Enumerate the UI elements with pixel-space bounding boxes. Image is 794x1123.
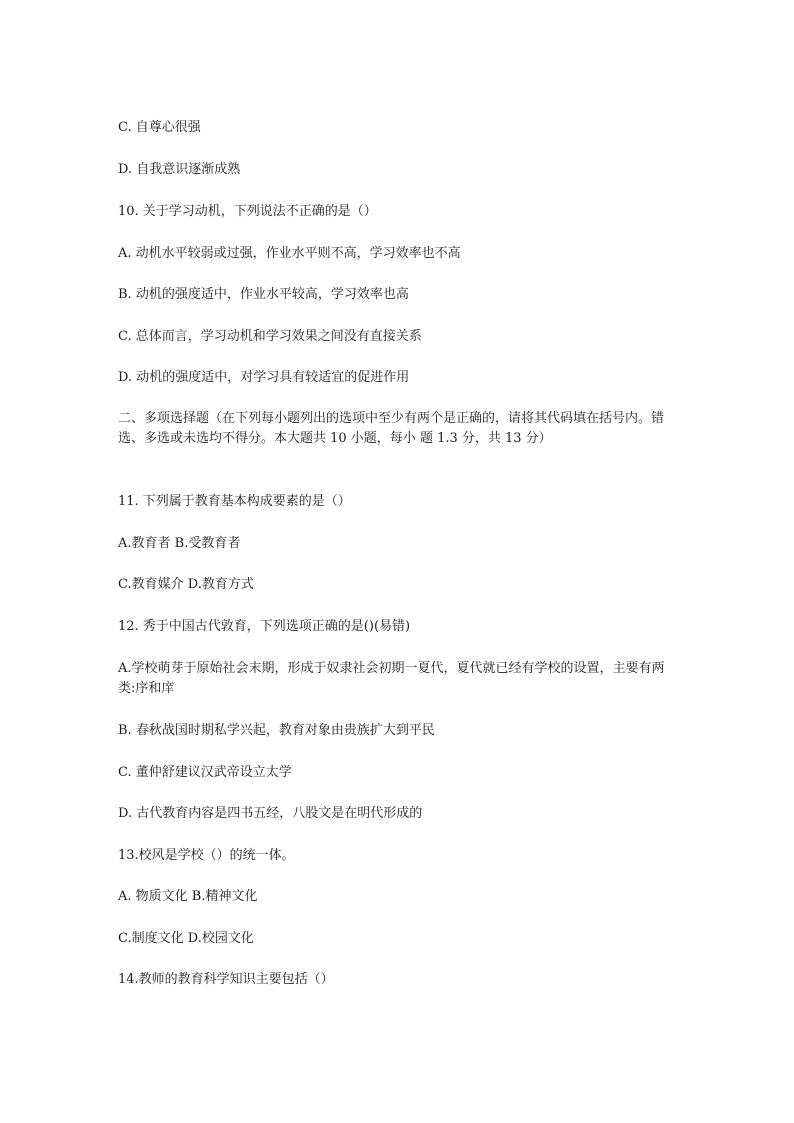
q10-option-d: D. 动机的强度适中，对学习具有较适宜的促进作用	[118, 370, 410, 385]
question-11: 11. 下列属于教育基本构成要素的是（）	[118, 494, 351, 509]
q12-option-c: C. 董仲舒建议汉武帝设立太学	[118, 765, 292, 780]
q10-option-b: B. 动机的强度适中，作业水平较高，学习效率也高	[118, 287, 409, 302]
q12-option-d: D. 古代教育内容是四书五经，八股文是在明代形成的	[118, 806, 423, 821]
question-12: 12. 秀于中国古代敦育，下列选项正确的是()(易错)	[118, 619, 411, 634]
option-d-self-awareness: D. 自我意识逐渐成熟	[118, 162, 241, 177]
section-heading-multiple-choice: 二、多项选择题（在下列每小题列出的选项中至少有两个是正确的，请将其代码填在括号内。错选、多选或未选均不得分。本大题共 10 小题，每小 题 1.3 分，共 13 分）	[118, 411, 665, 446]
q11-options-a-b: A.教育者 B.受教育者	[118, 536, 241, 551]
q13-options-c-d: C.制度文化 D.校园文化	[118, 931, 254, 946]
q10-option-c: C. 总体而言，学习动机和学习效果之间没有直接关系	[118, 329, 422, 344]
question-10: 10. 关于学习动机，下列说法不正确的是（）	[118, 204, 377, 219]
option-c-self-esteem: C. 自尊心很强	[118, 120, 201, 135]
q12-option-a: A.学校萌芽于原始社会末期，形成于奴隶社会初期一夏代，夏代就已经有学校的设置，主要有两类:序和庠	[118, 661, 665, 696]
q10-option-a: A. 动机水平较弱或过强，作业水平则不高，学习效率也不高	[118, 246, 461, 261]
question-13: 13.校风是学校（）的统一体。	[118, 848, 295, 863]
q11-options-c-d: C.教育媒介 D.教育方式	[118, 577, 254, 592]
question-14: 14.教师的教育科学知识主要包括（）	[118, 972, 334, 987]
q13-options-a-b: A. 物质文化 B.精神文化	[118, 889, 258, 904]
q12-option-b: B. 春秋战国时期私学兴起，教育对象由贵族扩大到平民	[118, 723, 435, 738]
